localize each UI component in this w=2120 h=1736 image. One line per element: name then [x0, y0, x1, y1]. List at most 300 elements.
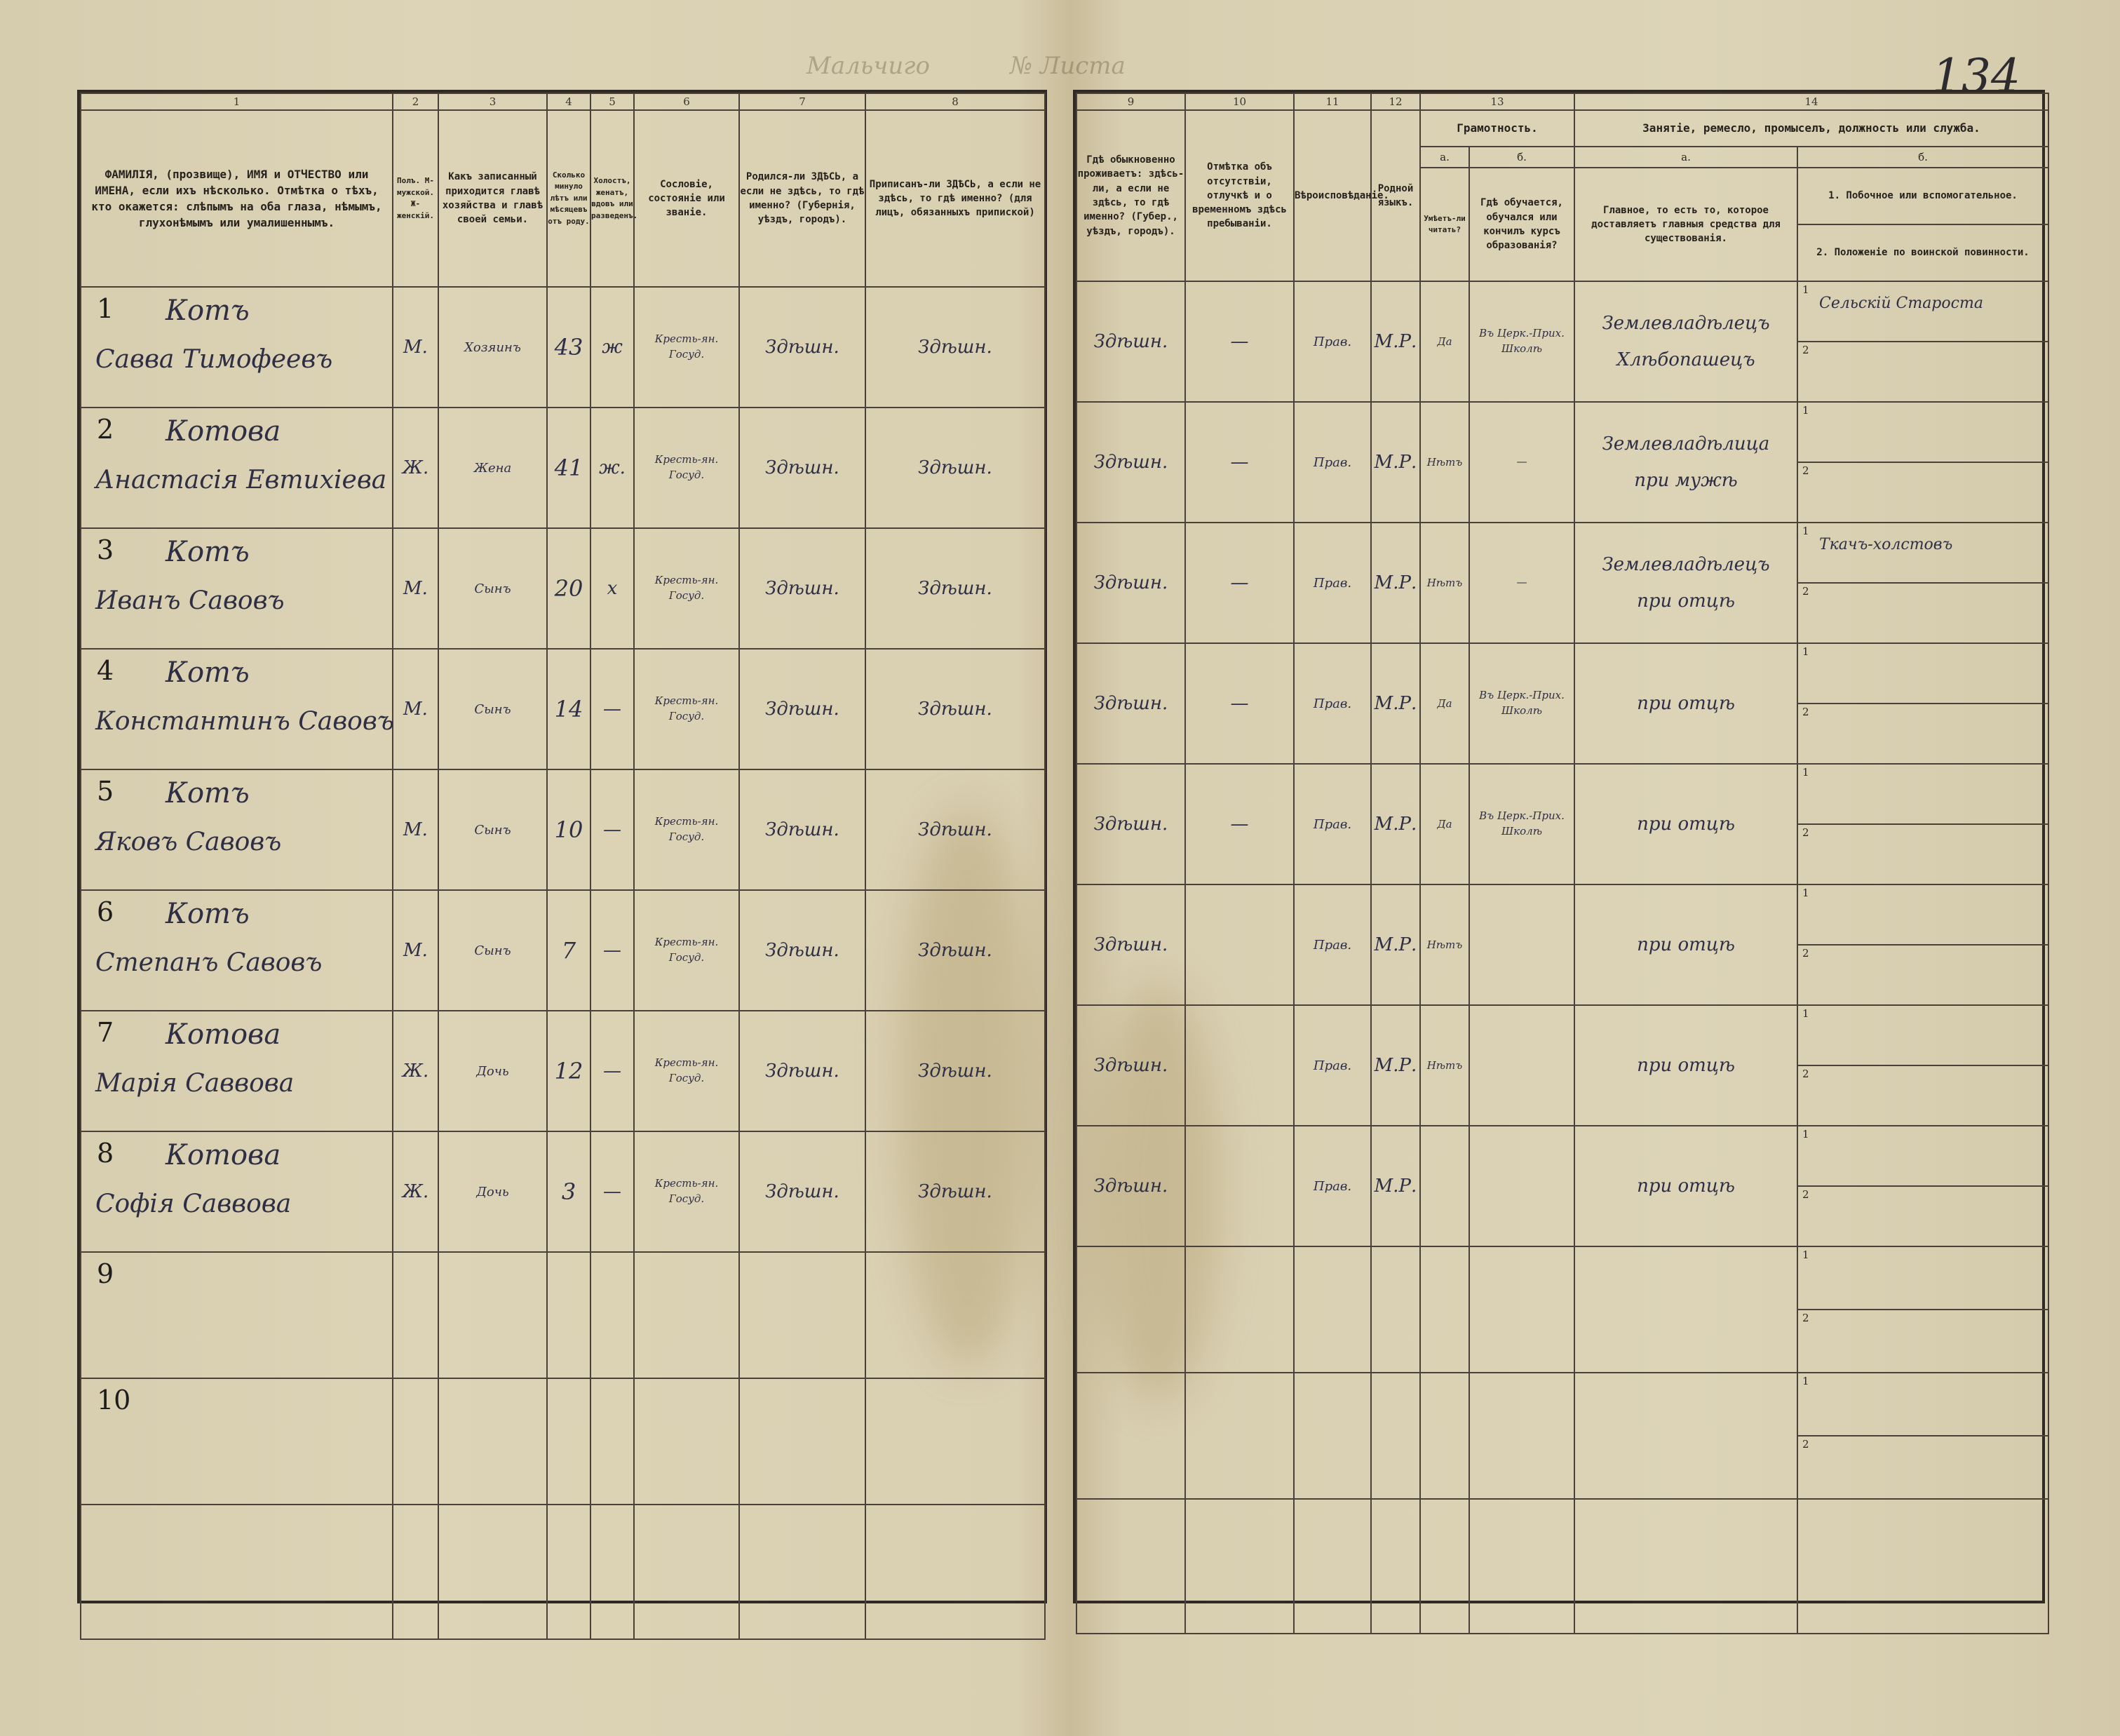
- residence-cell-value: Здѣшн.: [1093, 934, 1168, 955]
- occupation-cell: [1574, 1005, 1797, 1126]
- relation-cell: [438, 1011, 547, 1131]
- marital-cell: [590, 890, 634, 1011]
- occupation-cell: [1574, 1126, 1797, 1246]
- absence-cell-value: —: [1230, 331, 1249, 352]
- header-literacy: Грамотность.: [1420, 110, 1574, 147]
- literate-cell-value: Да: [1437, 697, 1452, 710]
- sex-cell: [393, 528, 438, 649]
- relation-cell-value: Сынъ: [474, 943, 511, 958]
- page-number: 134: [1932, 49, 2020, 103]
- religion-cell-value: Прав.: [1313, 334, 1352, 349]
- estate-stack: [635, 573, 738, 604]
- language-cell-value: М.Р.: [1374, 693, 1417, 714]
- registered-cell: [865, 287, 1045, 408]
- religion-cell: [1294, 523, 1371, 643]
- col-num-1: 1: [81, 93, 393, 110]
- age-cell: [547, 408, 590, 528]
- literate-cell: [1420, 884, 1469, 1005]
- empty-cell: [739, 1252, 865, 1378]
- estate-stack: [635, 452, 738, 483]
- estate-line: Госуд.: [668, 830, 705, 843]
- blank-row: [81, 1505, 1045, 1639]
- table-row: [1076, 1126, 2048, 1246]
- empty-cell: [1076, 1499, 1185, 1634]
- header-14b-1: 1. Побочное или вспомогательное.: [1798, 168, 2048, 225]
- age-cell: [547, 528, 590, 649]
- estate-cell: [634, 1131, 739, 1252]
- age-cell: [547, 1011, 590, 1131]
- table-row: [1076, 281, 2048, 402]
- residence-cell: [1076, 1005, 1185, 1126]
- empty-cell: [1076, 1246, 1185, 1373]
- side-occupation-split: [1798, 1247, 2048, 1372]
- residence-cell: [1076, 402, 1185, 523]
- empty-cell: [1294, 1246, 1371, 1373]
- side-occupation-cell: [1797, 281, 2048, 402]
- religion-cell-value: Прав.: [1313, 696, 1352, 711]
- sex-cell-value: М.: [403, 337, 428, 358]
- row-number: 10: [97, 1385, 131, 1415]
- estate-line: Кресть-ян.: [654, 1177, 719, 1190]
- registered-cell: [865, 890, 1045, 1011]
- estate-line: Кресть-ян.: [654, 332, 719, 346]
- side-occupation-1-value: Ткачъ-холстовъ: [1819, 536, 1953, 553]
- right-page: [1073, 90, 2045, 1603]
- sub-label-1: 1: [1802, 1375, 1809, 1387]
- side-occupation-1: [1798, 1126, 2048, 1187]
- relation-cell-value: Дочь: [476, 1184, 509, 1199]
- empty-cell: [634, 1505, 739, 1639]
- literate-cell: [1420, 1126, 1469, 1246]
- sub-label-1: 1: [1802, 1128, 1809, 1140]
- sub-label-1: 1: [1802, 766, 1809, 779]
- estate-line: Кресть-ян.: [654, 453, 719, 466]
- absence-cell: [1185, 523, 1294, 643]
- occupation-line: при отцѣ: [1637, 1176, 1735, 1197]
- language-cell: [1371, 1005, 1420, 1126]
- right-column-numbers: [1076, 93, 2048, 110]
- right-table: [1076, 93, 2049, 1634]
- empty-cell: [1185, 1246, 1294, 1373]
- literate-cell: [1420, 281, 1469, 402]
- side-occupation-2: [1798, 1066, 2048, 1125]
- registered-cell-value: Здѣшн.: [918, 940, 992, 961]
- name-cell: [81, 408, 393, 528]
- education-cell: [1469, 281, 1574, 402]
- born-cell-value: Здѣшн.: [765, 1061, 839, 1082]
- relation-cell: [438, 1131, 547, 1252]
- relation-cell: [438, 769, 547, 890]
- side-occupation-cell: [1797, 523, 2048, 643]
- side-occupation-1: [1798, 885, 2048, 946]
- name-cell: [81, 1378, 393, 1505]
- residence-cell-value: Здѣшн.: [1093, 331, 1168, 352]
- estate-line: Кресть-ян.: [654, 1056, 719, 1070]
- residence-cell: [1076, 1126, 1185, 1246]
- side-occupation-split: [1798, 644, 2048, 763]
- empty-cell: [393, 1378, 438, 1505]
- header-language: Родной языкъ.: [1371, 110, 1420, 281]
- religion-cell: [1294, 643, 1371, 764]
- left-column-numbers: [81, 93, 1045, 110]
- sub-label-2: 2: [1802, 1188, 1809, 1201]
- side-occupation-cell: [1797, 1126, 2048, 1246]
- empty-row: [1076, 1246, 2048, 1373]
- religion-cell: [1294, 764, 1371, 884]
- estate-line: Госуд.: [668, 589, 705, 602]
- born-cell: [739, 528, 865, 649]
- header-absence: Отмѣтка объ отсутствіи, отлучкѣ и о временномъ здѣсь пребываніи.: [1185, 110, 1294, 281]
- header-registered: Приписанъ-ли ЗДѢСЬ, а если не здѣсь, то гдѣ именно? (для лицъ, обязанныхъ припиской): [865, 110, 1045, 287]
- literate-cell: [1420, 1005, 1469, 1126]
- empty-cell: [634, 1378, 739, 1505]
- literate-cell-value: Да: [1437, 818, 1452, 830]
- empty-cell: [1420, 1373, 1469, 1499]
- absence-cell: [1185, 1005, 1294, 1126]
- estate-line: Кресть-ян.: [654, 936, 719, 949]
- row-number: 9: [97, 1258, 114, 1289]
- age-cell-value: 12: [554, 1058, 583, 1084]
- absence-cell: [1185, 1126, 1294, 1246]
- name-cell: [81, 890, 393, 1011]
- surname: Котъ: [166, 536, 250, 568]
- given-name: Яковъ Савовъ: [95, 828, 282, 856]
- marital-cell: [590, 408, 634, 528]
- sub-label-2: 2: [1802, 1068, 1809, 1080]
- residence-cell-value: Здѣшн.: [1093, 693, 1168, 714]
- left-header-row: [81, 110, 1045, 287]
- estate-stack: [635, 332, 738, 363]
- table-row: [81, 1011, 1045, 1131]
- side-occupation-cell: [1797, 402, 2048, 523]
- empty-row: [81, 1252, 1045, 1378]
- born-cell-value: Здѣшн.: [765, 940, 839, 961]
- side-occupation-split: [1798, 1373, 2048, 1498]
- education-stack: [1470, 575, 1574, 591]
- occupation-line: при мужѣ: [1634, 470, 1738, 491]
- empty-cell: [590, 1252, 634, 1378]
- side-occupation-2: [1798, 342, 2048, 401]
- left-table: [80, 93, 1046, 1640]
- education-stack: [1470, 688, 1574, 719]
- occupation-stack: [1575, 305, 1797, 378]
- estate-cell: [634, 408, 739, 528]
- registered-cell-value: Здѣшн.: [918, 1181, 992, 1202]
- empty-cell: [1294, 1373, 1371, 1499]
- header-residence: Гдѣ обыкновенно проживаетъ: здѣсь-ли, а если не здѣсь, то гдѣ именно? (Губер., уѣздъ, городъ).: [1076, 110, 1185, 281]
- empty-cell: [393, 1252, 438, 1378]
- estate-line: Кресть-ян.: [654, 574, 719, 587]
- header-age: Сколько минуло лѣтъ или мѣсяцевъ отъ роду.: [547, 110, 590, 287]
- occupation-line: при отцѣ: [1637, 591, 1735, 612]
- left-body: [81, 287, 1045, 1639]
- residence-cell-value: Здѣшн.: [1093, 1176, 1168, 1197]
- age-cell: [547, 1131, 590, 1252]
- col-num-4: 4: [547, 93, 590, 110]
- faint-header-right: № Листа: [1010, 52, 1126, 80]
- col-num-11: 11: [1294, 93, 1371, 110]
- education-line: Школѣ: [1501, 825, 1542, 837]
- relation-cell: [438, 649, 547, 769]
- sub-label-2: 2: [1802, 1438, 1809, 1451]
- marital-cell-value: —: [603, 819, 621, 840]
- side-occupation-1: [1798, 644, 2048, 704]
- empty-cell: [547, 1505, 590, 1639]
- registered-cell: [865, 769, 1045, 890]
- side-occupation-2: [1798, 946, 2048, 1004]
- registered-cell-value: Здѣшн.: [918, 699, 992, 720]
- col-num-6: 6: [634, 93, 739, 110]
- religion-cell-value: Прав.: [1313, 1178, 1352, 1194]
- education-line: Школѣ: [1501, 704, 1542, 717]
- occupation-line: при отцѣ: [1637, 1055, 1735, 1076]
- sex-cell-value: М.: [403, 819, 428, 840]
- row-number: 2: [97, 414, 114, 445]
- col-num-8: 8: [865, 93, 1045, 110]
- table-row: [1076, 402, 2048, 523]
- side-occupation-2: [1798, 1187, 2048, 1246]
- estate-line: Госуд.: [668, 348, 705, 361]
- religion-cell-value: Прав.: [1313, 455, 1352, 470]
- header-relation: Какъ записанный приходится главѣ хозяйства и главѣ своей семьи.: [438, 110, 547, 287]
- name-cell: [81, 528, 393, 649]
- born-cell: [739, 890, 865, 1011]
- empty-cell: [438, 1378, 547, 1505]
- side-occupation-2: [1798, 1310, 2048, 1372]
- left-page: [77, 90, 1047, 1603]
- side-occupation-2: [1798, 463, 2048, 522]
- col-num-13: 13: [1420, 93, 1574, 110]
- registered-cell-value: Здѣшн.: [918, 578, 992, 599]
- absence-cell: [1185, 281, 1294, 402]
- empty-row: [81, 1378, 1045, 1505]
- right-header-row-1: [1076, 110, 2048, 147]
- header-13b-label: б.: [1469, 147, 1574, 168]
- header-14a-label: а.: [1574, 147, 1797, 168]
- empty-cell: [547, 1378, 590, 1505]
- sub-label-1: 1: [1802, 1007, 1809, 1020]
- registered-cell-value: Здѣшн.: [918, 1061, 992, 1082]
- language-cell-value: М.Р.: [1374, 1055, 1417, 1076]
- name-cell: [81, 1131, 393, 1252]
- empty-cell: [438, 1505, 547, 1639]
- sex-cell-value: М.: [403, 578, 428, 599]
- education-line: Въ Церк.-Прих.: [1479, 809, 1565, 823]
- col-num-10: 10: [1185, 93, 1294, 110]
- occupation-stack: [1575, 685, 1797, 722]
- sex-cell: [393, 769, 438, 890]
- estate-cell: [634, 769, 739, 890]
- registered-cell: [865, 528, 1045, 649]
- empty-cell: [438, 1252, 547, 1378]
- sub-label-1: 1: [1802, 1249, 1809, 1261]
- sex-cell-value: Ж.: [402, 457, 429, 478]
- occupation-cell: [1574, 281, 1797, 402]
- occupation-cell: [1574, 643, 1797, 764]
- surname: Котъ: [166, 898, 250, 930]
- education-cell: [1469, 1005, 1574, 1126]
- marital-cell: [590, 1131, 634, 1252]
- occupation-line: Землевладѣлецъ: [1602, 554, 1770, 575]
- language-cell: [1371, 1126, 1420, 1246]
- side-occupation-cell: [1797, 764, 2048, 884]
- marital-cell-value: —: [603, 699, 621, 720]
- education-stack: [1470, 326, 1574, 357]
- row-number: 6: [97, 896, 114, 927]
- col-num-3: 3: [438, 93, 547, 110]
- sex-cell: [393, 1131, 438, 1252]
- sub-label-2: 2: [1802, 585, 1809, 598]
- residence-cell-value: Здѣшн.: [1093, 814, 1168, 835]
- header-religion: Вѣроисповѣданіе.: [1294, 110, 1371, 281]
- occupation-stack: [1575, 806, 1797, 842]
- header-estate: Сословіе, состояніе или званіе.: [634, 110, 739, 287]
- side-occupation-2: [1798, 584, 2048, 642]
- residence-cell: [1076, 643, 1185, 764]
- born-cell: [739, 287, 865, 408]
- empty-cell: [739, 1378, 865, 1505]
- table-row: [1076, 643, 2048, 764]
- relation-cell-value: Сынъ: [474, 822, 511, 837]
- side-occupation-1: [1798, 403, 2048, 463]
- sub-label-2: 2: [1802, 947, 1809, 960]
- estate-line: Госуд.: [668, 710, 705, 722]
- estate-line: Госуд.: [668, 951, 705, 964]
- literate-cell: [1420, 643, 1469, 764]
- side-occupation-1: [1798, 282, 2048, 342]
- occupation-stack: [1575, 1168, 1797, 1204]
- occupation-cell: [1574, 402, 1797, 523]
- name-cell: [81, 1011, 393, 1131]
- occupation-line: при отцѣ: [1637, 693, 1735, 714]
- born-cell: [739, 1011, 865, 1131]
- age-cell: [547, 649, 590, 769]
- marital-cell: [590, 528, 634, 649]
- empty-cell: [1574, 1499, 1797, 1634]
- given-name: Марія Саввова: [95, 1069, 295, 1098]
- religion-cell: [1294, 281, 1371, 402]
- registered-cell: [865, 649, 1045, 769]
- absence-cell: [1185, 643, 1294, 764]
- marital-cell-value: х: [607, 578, 618, 599]
- right-body: [1076, 281, 2048, 1634]
- table-row: [81, 890, 1045, 1011]
- given-name: Софія Саввова: [95, 1190, 292, 1218]
- education-line: Въ Церк.-Прих.: [1479, 327, 1565, 340]
- age-cell-value: 7: [561, 937, 576, 964]
- religion-cell-value: Прав.: [1313, 575, 1352, 591]
- estate-stack: [635, 1176, 738, 1207]
- language-cell-value: М.Р.: [1374, 452, 1417, 473]
- estate-cell: [634, 1011, 739, 1131]
- sub-label-1: 1: [1802, 645, 1809, 658]
- relation-cell-value: Хозяинъ: [464, 339, 521, 355]
- absence-cell: [1185, 884, 1294, 1005]
- table-row: [81, 408, 1045, 528]
- empty-cell: [1420, 1499, 1469, 1634]
- registered-cell: [865, 1011, 1045, 1131]
- sex-cell: [393, 1011, 438, 1131]
- side-occupation-cell: [1797, 1246, 2048, 1373]
- absence-cell-value: —: [1230, 693, 1249, 714]
- side-occupation-1: [1798, 1006, 2048, 1066]
- residence-cell-value: Здѣшн.: [1093, 572, 1168, 593]
- empty-cell: [865, 1378, 1045, 1505]
- education-cell: [1469, 643, 1574, 764]
- age-cell-value: 41: [554, 455, 583, 481]
- sex-cell: [393, 287, 438, 408]
- occupation-line: Хлѣбопашецъ: [1616, 349, 1755, 370]
- born-cell: [739, 1131, 865, 1252]
- col-num-5: 5: [590, 93, 634, 110]
- empty-cell: [739, 1505, 865, 1639]
- relation-cell: [438, 890, 547, 1011]
- language-cell-value: М.Р.: [1374, 814, 1417, 835]
- sub-label-2: 2: [1802, 1312, 1809, 1324]
- education-cell: [1469, 884, 1574, 1005]
- registered-cell-value: Здѣшн.: [918, 337, 992, 358]
- side-occupation-1: [1798, 765, 2048, 825]
- empty-cell: [590, 1378, 634, 1505]
- side-occupation-2: [1798, 1436, 2048, 1498]
- relation-cell: [438, 408, 547, 528]
- estate-stack: [635, 694, 738, 725]
- occupation-cell: [1574, 523, 1797, 643]
- empty-cell: [865, 1505, 1045, 1639]
- header-born: Родился-ли ЗДѢСЬ, а если не здѣсь, то гдѣ именно? (Губернія, уѣздъ, городъ).: [739, 110, 865, 287]
- estate-cell: [634, 528, 739, 649]
- empty-cell: [81, 1505, 393, 1639]
- born-cell-value: Здѣшн.: [765, 819, 839, 840]
- registered-cell: [865, 1131, 1045, 1252]
- marital-cell-value: —: [603, 1061, 621, 1082]
- side-occupation-cell: [1797, 884, 2048, 1005]
- side-occupation-split: [1798, 1126, 2048, 1246]
- born-cell-value: Здѣшн.: [765, 699, 839, 720]
- empty-cell: [1574, 1246, 1797, 1373]
- name-cell: [81, 287, 393, 408]
- empty-cell: [393, 1505, 438, 1639]
- estate-cell: [634, 287, 739, 408]
- table-row: [81, 1131, 1045, 1252]
- age-cell-value: 20: [554, 575, 583, 602]
- sex-cell-value: М.: [403, 699, 428, 720]
- side-occupation-1: [1798, 523, 2048, 584]
- occupation-line: Землевладѣлица: [1602, 433, 1770, 455]
- occupation-stack: [1575, 927, 1797, 963]
- religion-cell: [1294, 1126, 1371, 1246]
- marital-cell: [590, 769, 634, 890]
- side-occupation-1: [1798, 1373, 2048, 1436]
- residence-cell: [1076, 764, 1185, 884]
- sub-label-2: 2: [1802, 344, 1809, 356]
- estate-line: Госуд.: [668, 469, 705, 481]
- col-num-7: 7: [739, 93, 865, 110]
- header-14b-2: 2. Положеніе по воинской повинности.: [1816, 247, 2030, 259]
- col-num-12: 12: [1371, 93, 1420, 110]
- marital-cell-value: —: [603, 940, 621, 961]
- sub-label-1: 1: [1802, 283, 1809, 296]
- empty-cell: [1294, 1499, 1371, 1634]
- age-cell-value: 10: [554, 816, 583, 843]
- sub-label-2: 2: [1802, 706, 1809, 718]
- sub-label-2: 2: [1802, 464, 1809, 477]
- residence-cell-value: Здѣшн.: [1093, 452, 1168, 473]
- sex-cell-value: Ж.: [402, 1181, 429, 1202]
- absence-cell-value: —: [1230, 814, 1249, 835]
- blank-row: [1076, 1499, 2048, 1634]
- sub-label-1: 1: [1802, 404, 1809, 417]
